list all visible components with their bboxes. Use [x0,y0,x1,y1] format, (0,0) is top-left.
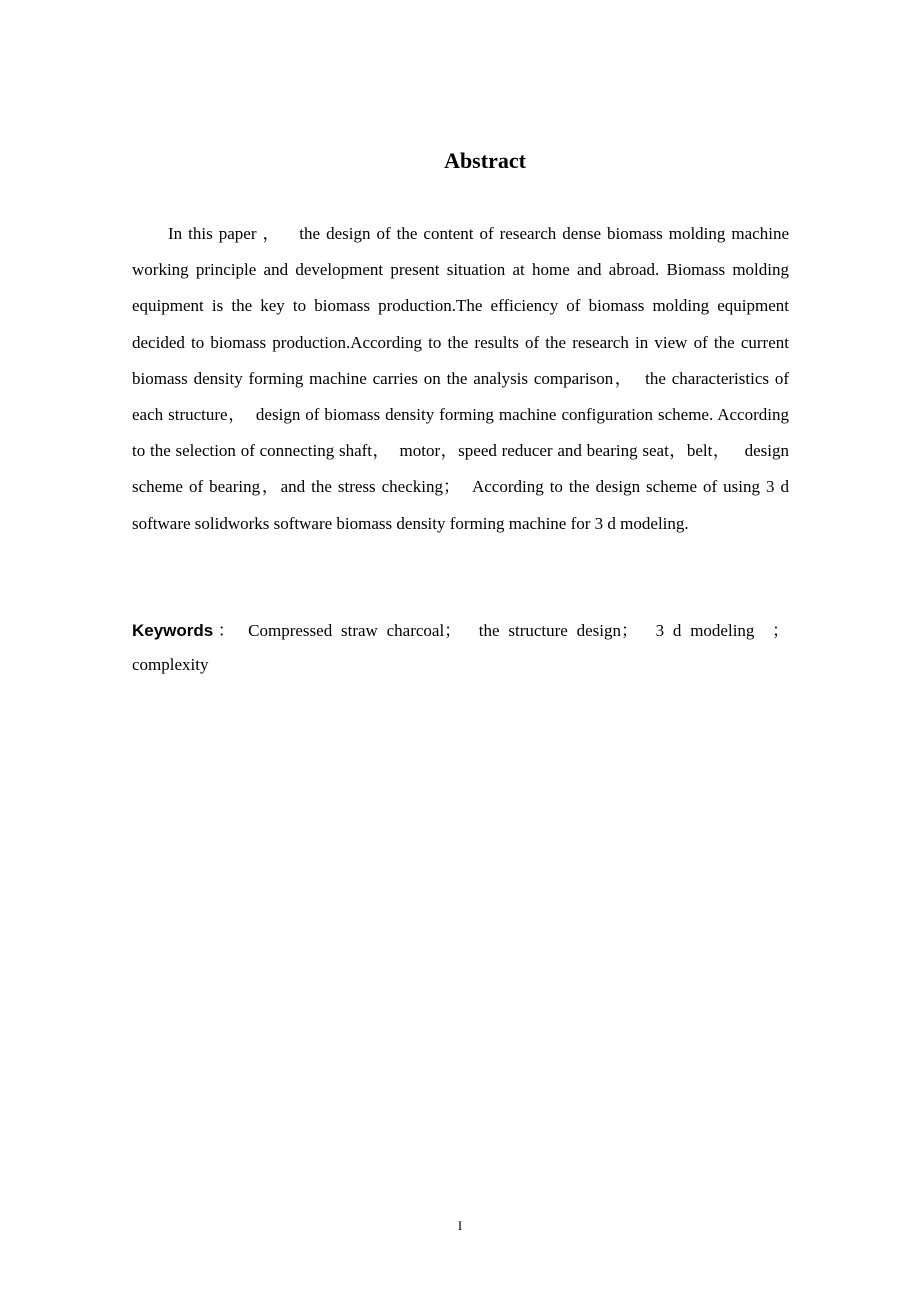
abstract-paragraph: In this paper ， the design of the content of research dense biomass molding machine working principle and development present situation at home and abroad. Biomass molding equipment is the key to biomass production.The efficiency of biomass molding equipment decided to biomass production.According to the results of the research in view of the current biomass density forming machine carries on the analysis comparison， the characteristics of each structure， design of biomass density forming machine configuration scheme. According to the selection of connecting shaft， motor，speed reducer and bearing seat，belt， design scheme of bearing，and the stress checking； According to the design scheme of using 3 d software solidworks software biomass density forming machine for 3 d modeling. [132,224,789,533]
abstract-title: Abstract [444,148,526,173]
keywords-text: Compressed straw charcoal； the structure design； 3 d modeling ；complexity [132,621,790,674]
keywords-line [132,614,789,682]
keywords-label: Keywords [132,621,214,640]
page-number: I [457,1218,463,1233]
keywords-separator: ： [213,621,240,640]
